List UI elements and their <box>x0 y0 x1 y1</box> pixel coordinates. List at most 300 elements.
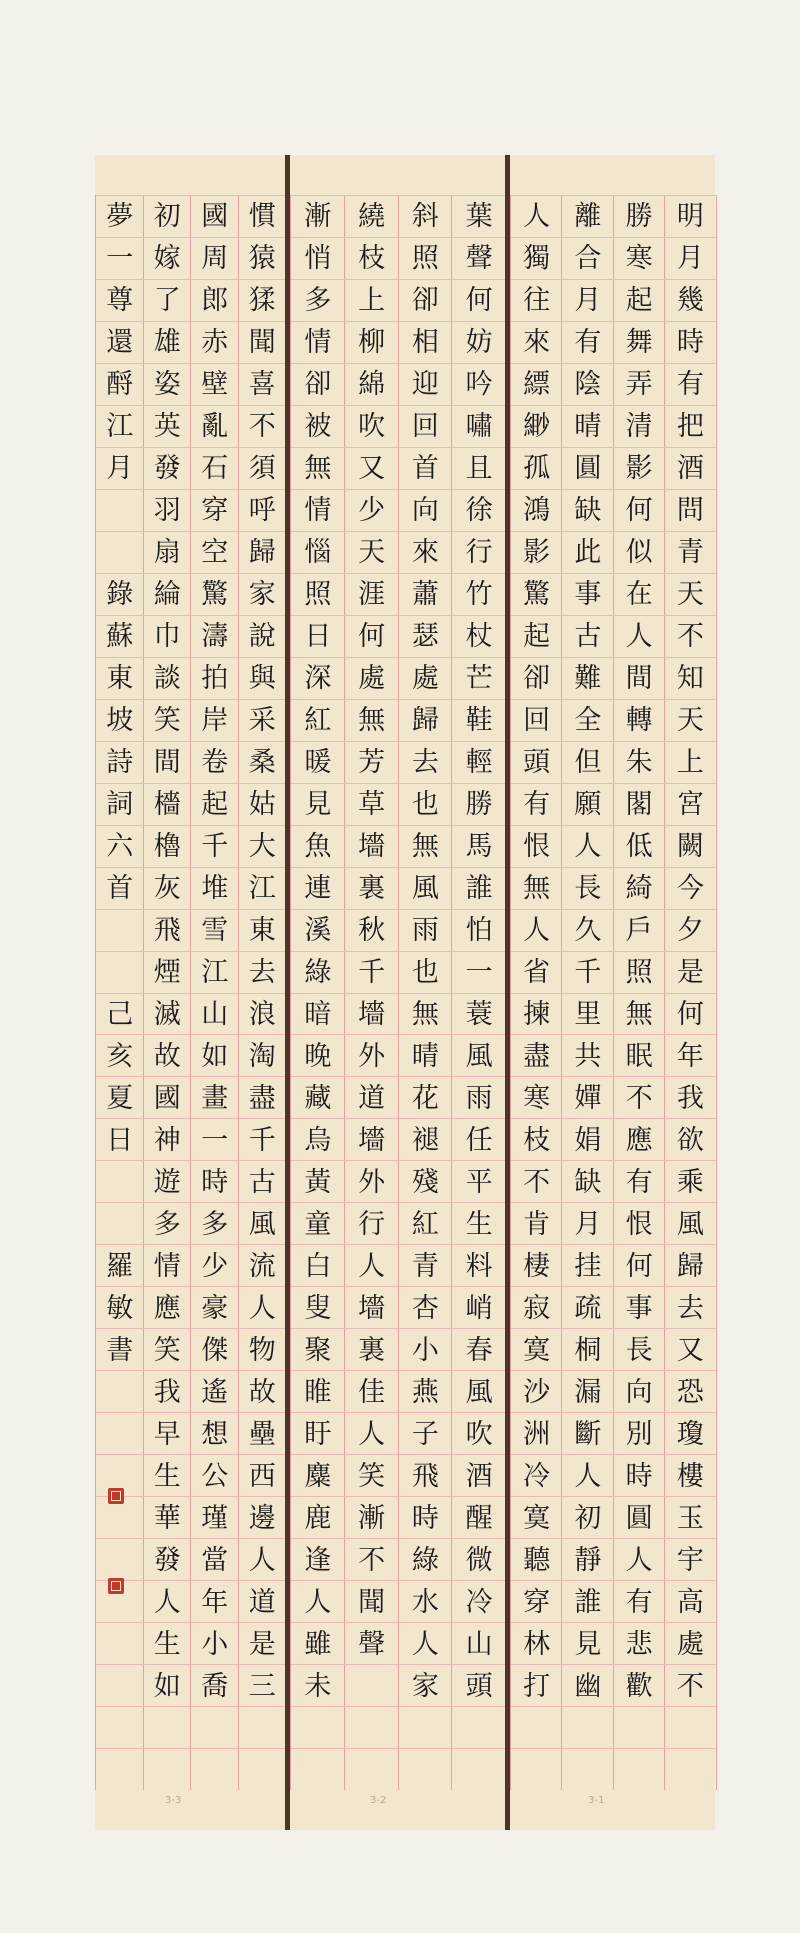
glyph: 聲 <box>358 1628 386 1660</box>
char-cell <box>96 363 144 406</box>
char-cell <box>399 657 453 700</box>
char-cell <box>191 909 239 952</box>
char-cell <box>399 1496 453 1539</box>
char-cell <box>239 657 287 700</box>
glyph: 鞋 <box>465 705 493 737</box>
char-cell <box>144 1580 192 1623</box>
char-cell <box>399 405 453 448</box>
char-cell <box>291 909 345 952</box>
glyph: 玉 <box>676 1502 704 1534</box>
char-cell <box>96 825 144 868</box>
char-cell <box>562 1286 613 1329</box>
glyph: 柳 <box>358 327 386 359</box>
glyph: 月 <box>574 1208 602 1240</box>
char-cell <box>144 447 192 490</box>
glyph: 合 <box>574 243 602 275</box>
glyph: 流 <box>248 1250 276 1282</box>
glyph: 巾 <box>153 621 181 653</box>
glyph: 幾 <box>676 285 704 317</box>
char-cell <box>144 1034 192 1077</box>
char-cell <box>562 1076 613 1119</box>
glyph: 白 <box>304 1250 332 1282</box>
glyph: 盡 <box>523 1040 551 1072</box>
glyph: 詞 <box>106 789 134 821</box>
char-cell <box>562 1496 613 1539</box>
char-cell <box>345 825 399 868</box>
glyph: 生 <box>465 1208 493 1240</box>
char-cell <box>511 1454 562 1497</box>
glyph: 馬 <box>465 831 493 863</box>
char-cell <box>614 1286 665 1329</box>
glyph: 醒 <box>465 1502 493 1534</box>
text-column <box>613 195 665 1790</box>
glyph: 故 <box>248 1376 276 1408</box>
char-cell <box>144 825 192 868</box>
char-cell <box>191 1034 239 1077</box>
text-column <box>95 195 144 1790</box>
char-cell <box>191 1748 239 1791</box>
char-cell <box>614 1580 665 1623</box>
glyph: 何 <box>358 621 386 653</box>
char-cell <box>291 1328 345 1371</box>
char-cell <box>239 573 287 616</box>
glyph: 枝 <box>358 243 386 275</box>
glyph: 挂 <box>574 1250 602 1282</box>
glyph: 小 <box>411 1334 439 1366</box>
glyph: 蕭 <box>411 579 439 611</box>
glyph: 人 <box>523 915 551 947</box>
glyph: 且 <box>465 453 493 485</box>
char-cell <box>562 1664 613 1707</box>
char-cell <box>291 1622 345 1665</box>
glyph: 起 <box>201 789 229 821</box>
glyph: 又 <box>676 1334 704 1366</box>
char-cell <box>239 1328 287 1371</box>
glyph: 一 <box>201 1124 229 1156</box>
char-cell <box>511 363 562 406</box>
char-cell <box>96 237 144 280</box>
glyph: 鴻 <box>523 495 551 527</box>
glyph: 郎 <box>201 285 229 317</box>
char-cell <box>191 195 239 238</box>
glyph: 雨 <box>465 1082 493 1114</box>
text-column <box>398 195 453 1790</box>
char-cell <box>511 279 562 322</box>
char-cell <box>399 1538 453 1581</box>
char-cell <box>345 1370 399 1413</box>
glyph: 少 <box>201 1250 229 1282</box>
char-cell <box>144 1076 192 1119</box>
char-cell <box>291 741 345 784</box>
char-cell <box>291 615 345 658</box>
char-cell <box>291 1244 345 1287</box>
char-cell <box>144 867 192 910</box>
glyph: 濤 <box>201 621 229 653</box>
char-cell <box>665 1328 716 1371</box>
glyph: 公 <box>201 1460 229 1492</box>
glyph: 幽 <box>574 1670 602 1702</box>
glyph: 悄 <box>304 243 332 275</box>
char-cell <box>399 1706 453 1749</box>
glyph: 猱 <box>248 285 276 317</box>
char-cell <box>399 237 453 280</box>
char-cell <box>291 1706 345 1749</box>
char-cell <box>562 1160 613 1203</box>
glyph: 沙 <box>523 1376 551 1408</box>
glyph: 綺 <box>625 873 653 905</box>
char-cell <box>665 1748 716 1791</box>
glyph: 靜 <box>574 1544 602 1576</box>
char-cell <box>191 741 239 784</box>
glyph: 去 <box>248 957 276 988</box>
char-cell <box>511 993 562 1036</box>
char-cell <box>614 1706 665 1749</box>
glyph: 照 <box>625 957 653 988</box>
glyph: 寞 <box>523 1334 551 1366</box>
char-cell <box>239 1034 287 1077</box>
char-cell <box>452 363 506 406</box>
char-cell <box>239 405 287 448</box>
glyph: 行 <box>358 1208 386 1240</box>
char-cell <box>511 489 562 532</box>
glyph: 少 <box>358 495 386 527</box>
glyph: 棲 <box>523 1250 551 1282</box>
glyph: 低 <box>625 831 653 863</box>
glyph: 肯 <box>523 1208 551 1240</box>
char-cell <box>452 1664 506 1707</box>
char-cell <box>291 1748 345 1791</box>
char-cell <box>614 825 665 868</box>
char-cell <box>452 1412 506 1455</box>
glyph: 亂 <box>201 411 229 443</box>
glyph: 無 <box>411 831 439 863</box>
char-cell <box>452 1286 506 1329</box>
char-cell <box>144 951 192 994</box>
char-cell <box>614 615 665 658</box>
char-cell <box>239 615 287 658</box>
char-cell <box>191 321 239 364</box>
char-cell <box>452 1580 506 1623</box>
char-cell <box>511 237 562 280</box>
glyph: 不 <box>248 411 276 443</box>
char-cell <box>665 573 716 616</box>
glyph: 聲 <box>465 243 493 275</box>
glyph: 一 <box>465 957 493 988</box>
char-cell <box>511 1076 562 1119</box>
glyph: 聚 <box>304 1334 332 1366</box>
glyph: 淘 <box>248 1040 276 1072</box>
glyph: 呼 <box>248 495 276 527</box>
glyph: 紅 <box>304 705 332 737</box>
glyph: 處 <box>358 663 386 695</box>
glyph: 照 <box>411 243 439 275</box>
glyph: 裏 <box>358 873 386 905</box>
char-cell <box>452 615 506 658</box>
glyph: 月 <box>106 453 134 485</box>
glyph: 來 <box>523 327 551 359</box>
char-cell <box>345 1496 399 1539</box>
page-mark-middle: 3-2 <box>370 1795 387 1806</box>
glyph: 此 <box>574 537 602 569</box>
glyph: 恨 <box>523 831 551 863</box>
glyph: 酒 <box>465 1460 493 1492</box>
char-cell <box>665 1202 716 1245</box>
char-cell <box>614 405 665 448</box>
glyph: 寞 <box>523 1502 551 1534</box>
glyph: 穿 <box>523 1586 551 1618</box>
glyph: 舞 <box>625 327 653 359</box>
char-cell <box>96 447 144 490</box>
text-column <box>238 195 288 1790</box>
char-cell <box>562 951 613 994</box>
char-cell <box>511 1160 562 1203</box>
glyph: 綿 <box>358 369 386 401</box>
glyph: 問 <box>676 495 704 527</box>
glyph: 多 <box>201 1208 229 1240</box>
char-cell <box>452 1202 506 1245</box>
glyph: 吹 <box>465 1418 493 1450</box>
grid-right <box>510 195 715 1790</box>
char-cell <box>511 909 562 952</box>
glyph: 裏 <box>358 1334 386 1366</box>
glyph: 敏 <box>106 1292 134 1324</box>
glyph: 小 <box>201 1628 229 1660</box>
char-cell <box>144 1160 192 1203</box>
char-cell <box>96 195 144 238</box>
glyph: 畫 <box>201 1082 229 1114</box>
glyph: 羅 <box>106 1250 134 1282</box>
char-cell <box>239 1160 287 1203</box>
char-cell <box>239 1118 287 1161</box>
glyph: 今 <box>676 873 704 905</box>
glyph: 處 <box>411 663 439 695</box>
char-cell <box>144 1454 192 1497</box>
char-cell <box>291 1412 345 1455</box>
char-cell <box>239 1622 287 1665</box>
glyph: 魚 <box>304 831 332 863</box>
char-cell <box>562 825 613 868</box>
char-cell <box>345 1748 399 1791</box>
glyph: 影 <box>523 537 551 569</box>
glyph: 逢 <box>304 1544 332 1576</box>
glyph: 不 <box>625 1082 653 1114</box>
char-cell <box>291 447 345 490</box>
glyph: 雖 <box>304 1628 332 1660</box>
char-cell <box>399 1244 453 1287</box>
glyph: 笑 <box>358 1460 386 1492</box>
glyph: 烏 <box>304 1124 332 1156</box>
glyph: 卻 <box>411 285 439 317</box>
char-cell <box>144 531 192 574</box>
char-cell <box>191 657 239 700</box>
glyph: 恐 <box>676 1376 704 1408</box>
glyph: 省 <box>523 957 551 988</box>
char-cell <box>511 1706 562 1749</box>
glyph: 佳 <box>358 1376 386 1408</box>
glyph: 江 <box>201 957 229 988</box>
glyph: 缺 <box>574 495 602 527</box>
glyph: 誰 <box>465 873 493 905</box>
char-cell <box>614 1076 665 1119</box>
red-seal-icon <box>108 1488 124 1504</box>
char-cell <box>665 1622 716 1665</box>
char-cell <box>239 951 287 994</box>
glyph: 向 <box>625 1376 653 1408</box>
char-cell <box>665 951 716 994</box>
char-cell <box>665 657 716 700</box>
glyph: 晴 <box>411 1040 439 1072</box>
glyph: 家 <box>248 579 276 611</box>
glyph: 間 <box>625 663 653 695</box>
glyph: 無 <box>411 998 439 1030</box>
glyph: 勝 <box>465 789 493 821</box>
glyph: 夕 <box>676 915 704 947</box>
char-cell <box>191 993 239 1036</box>
glyph: 道 <box>248 1586 276 1618</box>
char-cell <box>239 1412 287 1455</box>
char-cell <box>239 489 287 532</box>
glyph: 夢 <box>106 201 134 233</box>
char-cell <box>239 741 287 784</box>
glyph: 事 <box>625 1292 653 1324</box>
char-cell <box>191 1370 239 1413</box>
glyph: 緲 <box>523 411 551 443</box>
char-cell <box>562 1118 613 1161</box>
glyph: 圓 <box>625 1502 653 1534</box>
glyph: 山 <box>201 998 229 1030</box>
glyph: 上 <box>358 285 386 317</box>
char-cell <box>144 363 192 406</box>
char-cell <box>291 1664 345 1707</box>
glyph: 被 <box>304 411 332 443</box>
glyph: 暖 <box>304 747 332 779</box>
glyph: 道 <box>358 1082 386 1114</box>
glyph: 轉 <box>625 705 653 737</box>
glyph: 冷 <box>465 1586 493 1618</box>
char-cell <box>614 279 665 322</box>
char-cell <box>614 1244 665 1287</box>
glyph: 欲 <box>676 1124 704 1156</box>
char-cell <box>452 1496 506 1539</box>
char-cell <box>96 1664 144 1707</box>
glyph: 檣 <box>153 789 181 821</box>
char-cell <box>399 1286 453 1329</box>
glyph: 秋 <box>358 915 386 947</box>
glyph: 千 <box>358 957 386 988</box>
glyph: 喬 <box>201 1670 229 1702</box>
char-cell <box>345 993 399 1036</box>
char-cell <box>511 1748 562 1791</box>
char-cell <box>96 993 144 1036</box>
glyph: 錄 <box>106 579 134 611</box>
char-cell <box>345 867 399 910</box>
char-cell <box>511 1328 562 1371</box>
char-cell <box>144 1118 192 1161</box>
glyph: 也 <box>411 957 439 988</box>
glyph: 去 <box>676 1292 704 1324</box>
char-cell <box>399 1412 453 1455</box>
char-cell <box>452 1706 506 1749</box>
glyph: 在 <box>625 579 653 611</box>
glyph: 外 <box>358 1166 386 1198</box>
glyph: 當 <box>201 1544 229 1576</box>
glyph: 飛 <box>411 1460 439 1492</box>
char-cell <box>345 783 399 826</box>
char-cell <box>96 1706 144 1749</box>
glyph: 姑 <box>248 789 276 821</box>
glyph: 峭 <box>465 1292 493 1324</box>
char-cell <box>96 1202 144 1245</box>
glyph: 無 <box>358 705 386 737</box>
char-cell <box>665 1664 716 1707</box>
glyph: 未 <box>304 1670 332 1702</box>
char-cell <box>96 1034 144 1077</box>
char-cell <box>452 909 506 952</box>
glyph: 任 <box>465 1124 493 1156</box>
char-cell <box>291 699 345 742</box>
glyph: 誰 <box>574 1586 602 1618</box>
char-cell <box>345 573 399 616</box>
text-column <box>510 195 562 1790</box>
glyph: 風 <box>411 873 439 905</box>
char-cell <box>665 321 716 364</box>
glyph: 桑 <box>248 747 276 779</box>
glyph: 勝 <box>625 201 653 233</box>
glyph: 歸 <box>411 705 439 737</box>
char-cell <box>144 783 192 826</box>
char-cell <box>239 1370 287 1413</box>
red-seal-icon <box>108 1578 124 1594</box>
glyph: 歸 <box>248 537 276 569</box>
char-cell <box>452 1538 506 1581</box>
char-cell <box>239 321 287 364</box>
char-cell <box>399 993 453 1036</box>
char-cell <box>399 1454 453 1497</box>
char-cell <box>614 321 665 364</box>
char-cell <box>144 1496 192 1539</box>
glyph: 何 <box>465 285 493 317</box>
char-cell <box>452 1622 506 1665</box>
glyph: 猿 <box>248 243 276 275</box>
char-cell <box>511 1664 562 1707</box>
char-cell <box>291 195 345 238</box>
char-cell <box>291 657 345 700</box>
glyph: 滅 <box>153 998 181 1030</box>
glyph: 年 <box>676 1040 704 1072</box>
char-cell <box>399 1580 453 1623</box>
char-cell <box>239 783 287 826</box>
char-cell <box>239 1454 287 1497</box>
char-cell <box>291 405 345 448</box>
glyph: 情 <box>304 327 332 359</box>
glyph: 鹿 <box>304 1502 332 1534</box>
glyph: 眠 <box>625 1040 653 1072</box>
char-cell <box>562 279 613 322</box>
char-cell <box>144 1538 192 1581</box>
char-cell <box>144 615 192 658</box>
char-cell <box>562 531 613 574</box>
char-cell <box>452 1244 506 1287</box>
char-cell <box>562 909 613 952</box>
char-cell <box>399 1202 453 1245</box>
glyph: 傑 <box>201 1334 229 1366</box>
char-cell <box>399 363 453 406</box>
char-cell <box>191 1538 239 1581</box>
char-cell <box>452 1076 506 1119</box>
char-cell <box>614 1034 665 1077</box>
glyph: 拍 <box>201 663 229 695</box>
glyph: 大 <box>248 831 276 863</box>
